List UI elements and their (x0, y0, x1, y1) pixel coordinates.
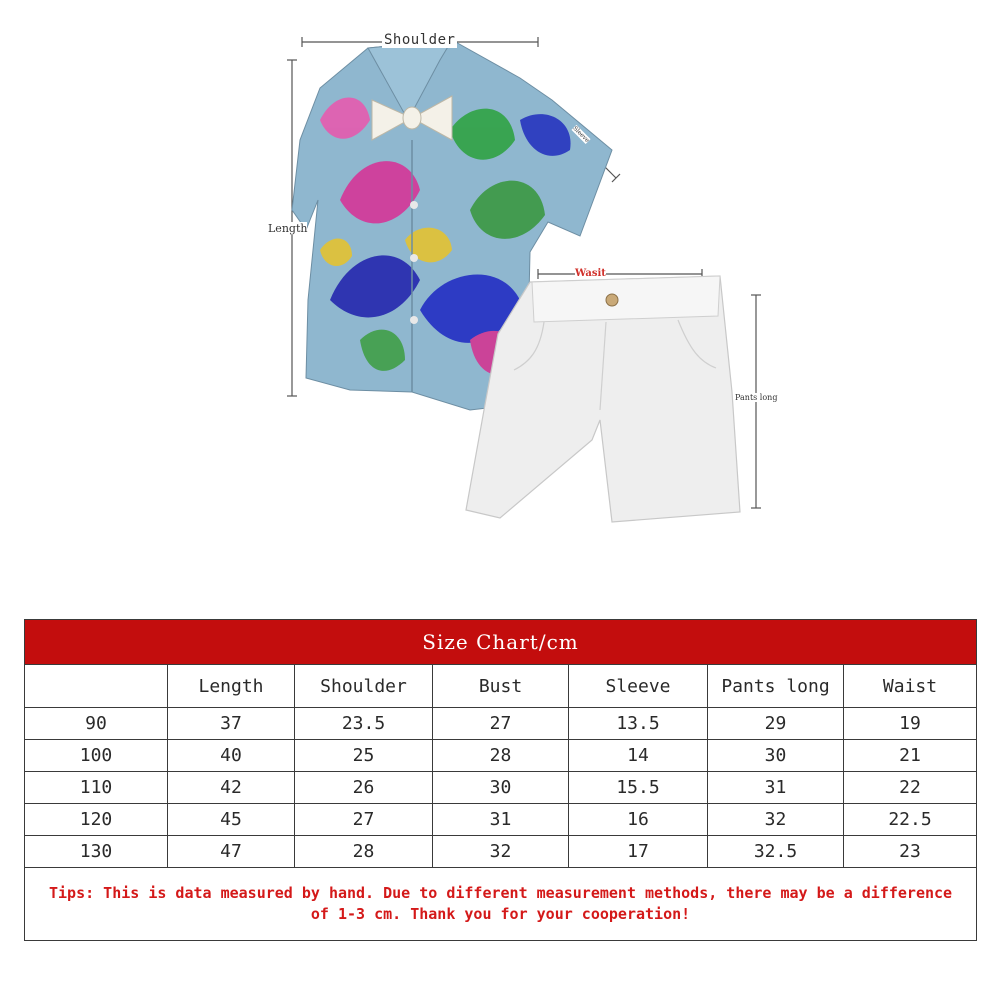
header-cell-length: Length (168, 665, 295, 708)
tips-row (25, 868, 977, 941)
shoulder-cell: 25 (295, 740, 433, 772)
waist-label: Wasit (575, 268, 606, 279)
bust-cell: 30 (433, 772, 569, 804)
header-cell-size (25, 665, 168, 708)
size-chart-title-row (25, 620, 977, 665)
table-row (25, 804, 977, 836)
sleeve-cell: 16 (569, 804, 708, 836)
sleeve-cell: 13.5 (569, 708, 708, 740)
header-cell-waist: Waist (844, 665, 977, 708)
size-cell: 110 (25, 772, 168, 804)
size-chart-table (24, 619, 977, 941)
shoulder-cell: 26 (295, 772, 433, 804)
bust-cell: 27 (433, 708, 569, 740)
length-cell: 42 (168, 772, 295, 804)
bust-cell: 28 (433, 740, 569, 772)
shoulder-cell: 28 (295, 836, 433, 868)
length-cell: 40 (168, 740, 295, 772)
shoulder-cell: 27 (295, 804, 433, 836)
pants-long-cell: 32 (708, 804, 844, 836)
bust-cell: 32 (433, 836, 569, 868)
bust-cell: 31 (433, 804, 569, 836)
header-cell-sleeve: Sleeve (569, 665, 708, 708)
waist-cell: 22.5 (844, 804, 977, 836)
size-cell: 100 (25, 740, 168, 772)
header-cell-shoulder: Shoulder (295, 665, 433, 708)
size-chart-title: Size Chart/cm (25, 620, 977, 665)
length-label: Length (268, 222, 308, 235)
pants-long-cell: 29 (708, 708, 844, 740)
header-cell-pants-long: Pants long (708, 665, 844, 708)
sleeve-cell: 17 (569, 836, 708, 868)
size-cell: 120 (25, 804, 168, 836)
shoulder-label: Shoulder (384, 32, 456, 48)
length-cell: 37 (168, 708, 295, 740)
pants-long-cell: 30 (708, 740, 844, 772)
tips-text: Tips: This is data measured by hand. Due to different measurement methods, there may be a difference of 1-3 cm. Thank you for your cooperation! (25, 868, 977, 941)
sleeve-cell: 15.5 (569, 772, 708, 804)
header-cell-bust: Bust (433, 665, 569, 708)
sleeve-cell: 14 (569, 740, 708, 772)
table-row (25, 708, 977, 740)
pants-long-cell: 31 (708, 772, 844, 804)
size-cell: 90 (25, 708, 168, 740)
size-cell: 130 (25, 836, 168, 868)
shoulder-cell: 23.5 (295, 708, 433, 740)
length-cell: 45 (168, 804, 295, 836)
table-row (25, 836, 977, 868)
pants-long-label: Pants long (735, 393, 778, 402)
header-row (25, 665, 977, 708)
length-cell: 47 (168, 836, 295, 868)
waist-cell: 23 (844, 836, 977, 868)
waist-cell: 21 (844, 740, 977, 772)
waist-cell: 19 (844, 708, 977, 740)
pants-long-cell: 32.5 (708, 836, 844, 868)
table-row (25, 740, 977, 772)
sleeve-label: Sleeve (571, 124, 591, 145)
waist-cell: 22 (844, 772, 977, 804)
table-row (25, 772, 977, 804)
